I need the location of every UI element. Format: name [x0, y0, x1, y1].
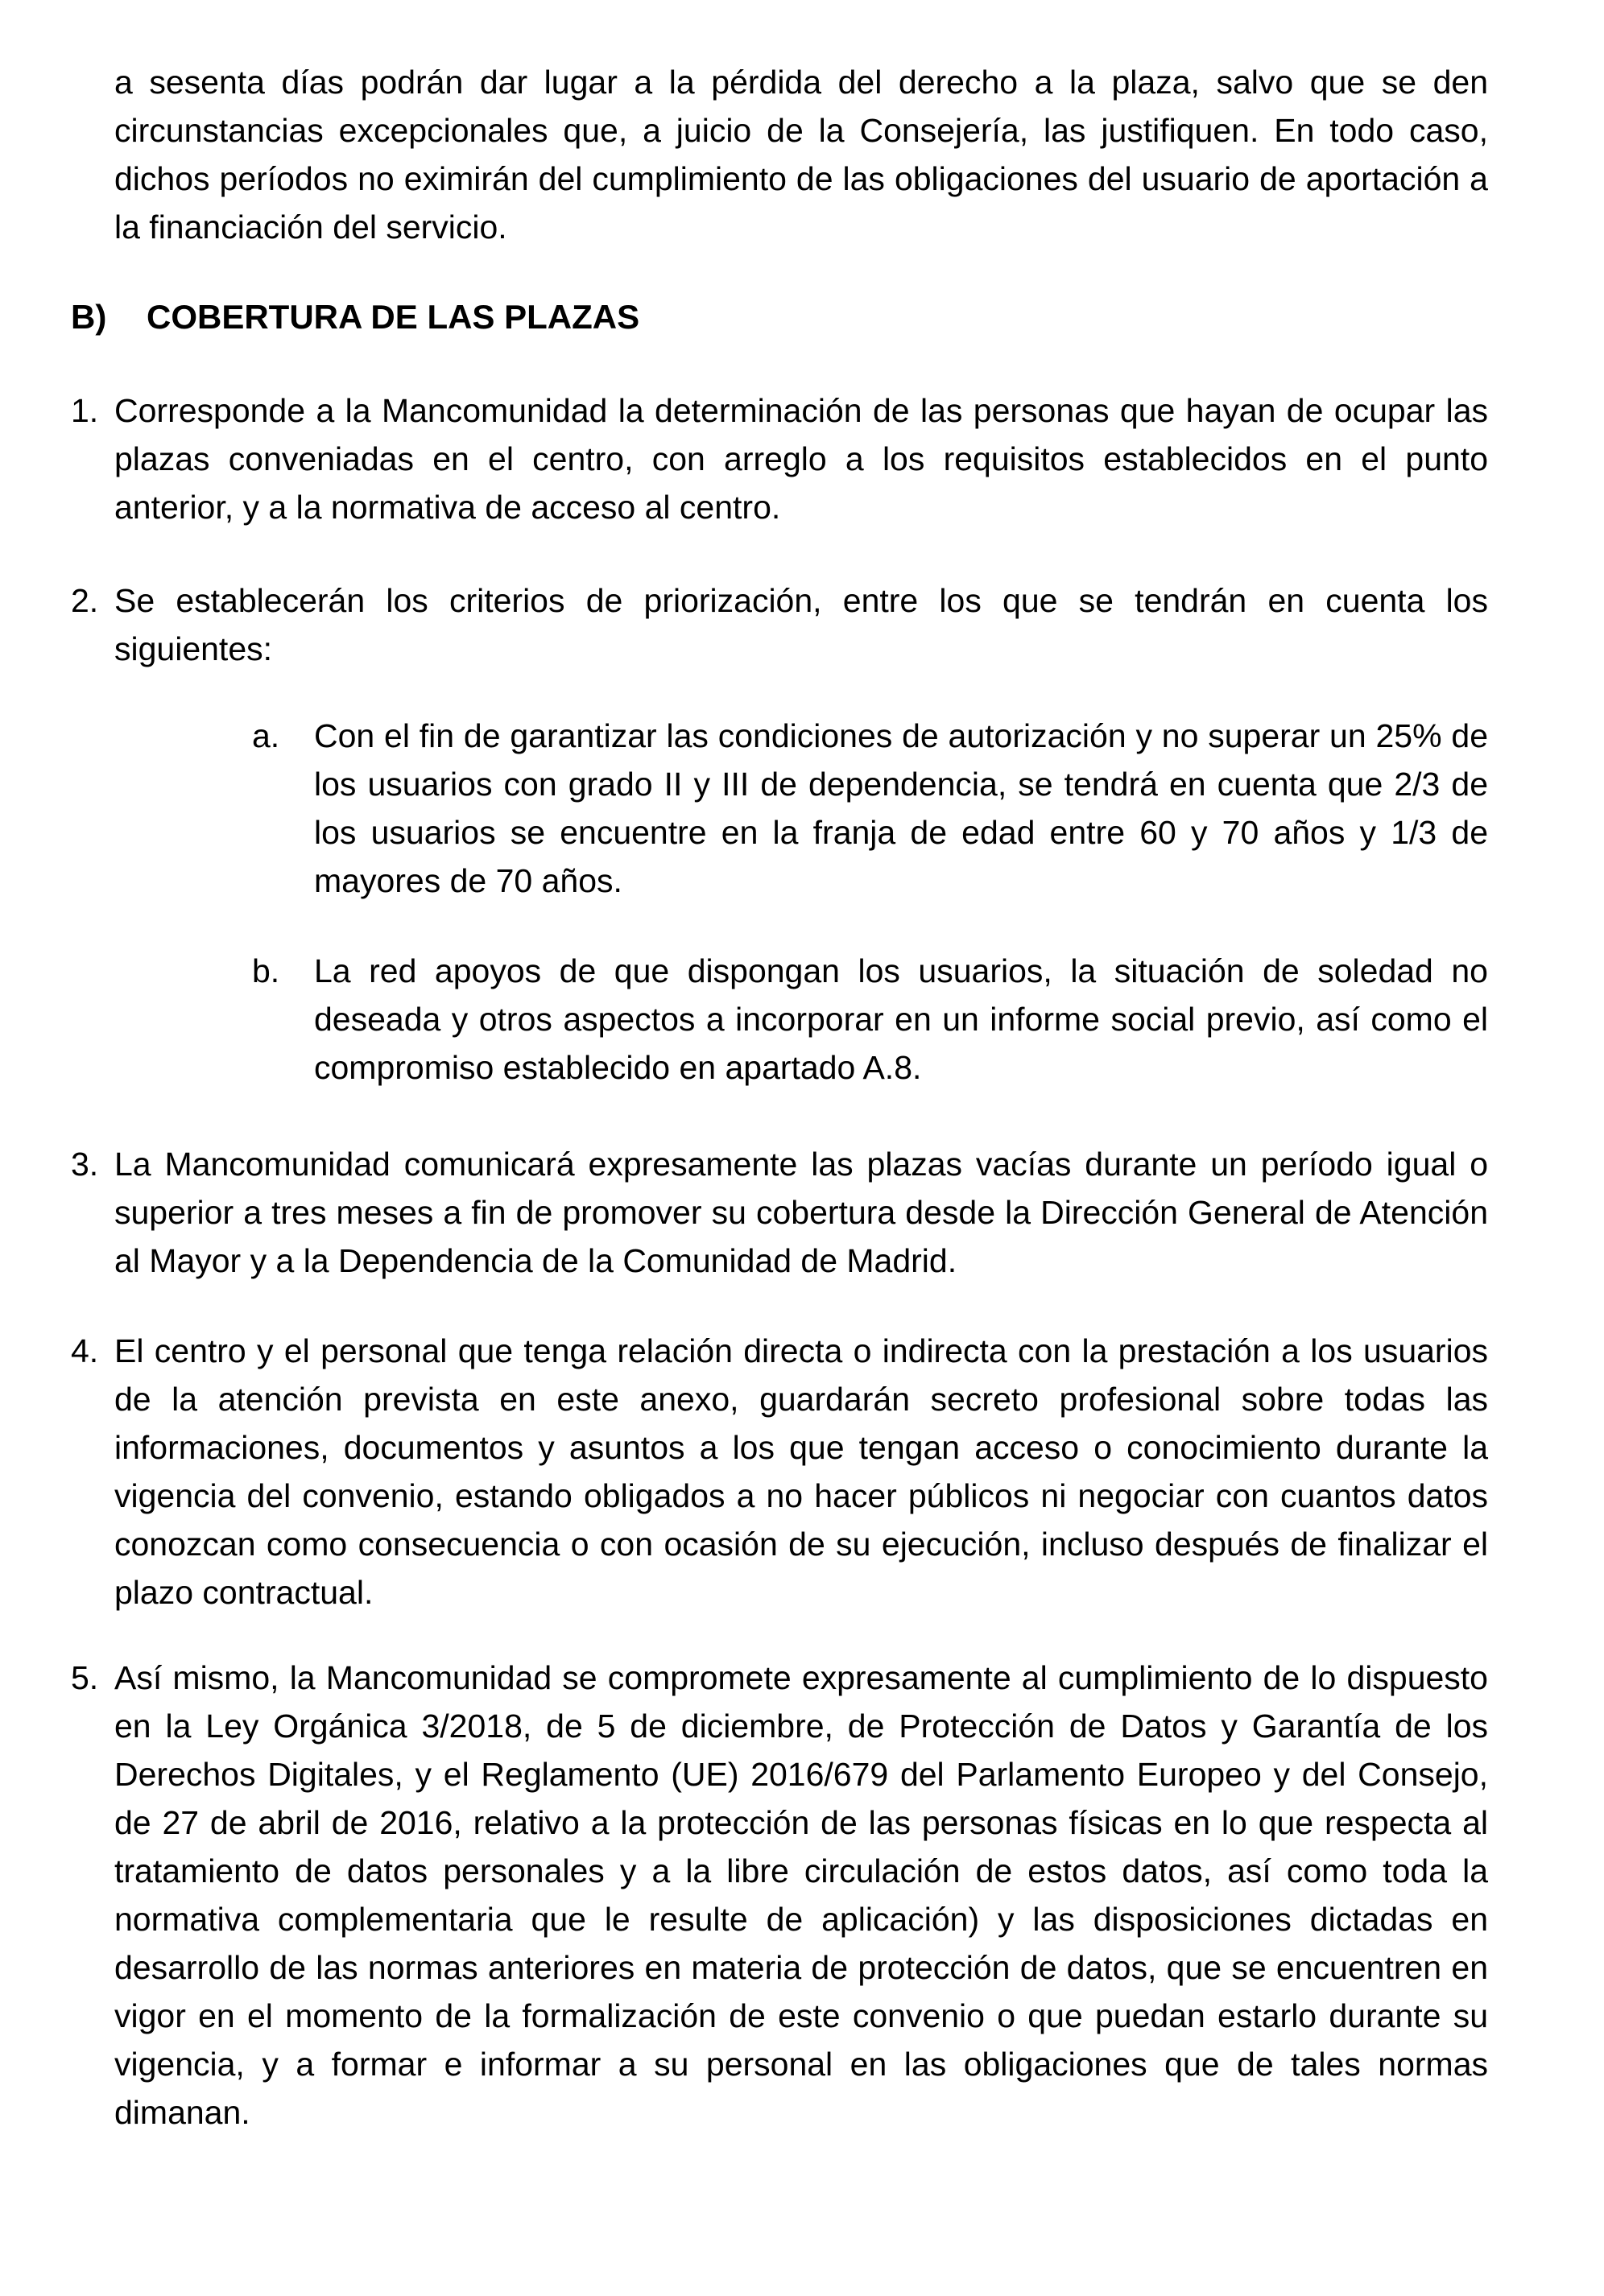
list-item-1-number: 1. [71, 392, 99, 429]
list-item-5 [71, 1654, 1488, 2137]
list-item-5-text: Así mismo, la Mancomunidad se compromete expresamente al cumplimiento de lo dispuesto en la Ley Orgánica 3/2018, de 5 de diciembre, de Protección de Datos y Garantía de los Derechos Digitales, y el Reglamento (UE) 2016/679 del Parlamento Europeo y del Consejo, de 27 de abril de 2016, relativo a la protección de las personas físicas en lo que respecta al tratamiento de datos personales y a la libre circulación de estos datos, así como toda la normativa complementaria que le resulte de aplicación) y las disposiciones dictadas en desarrollo de las normas anteriores en materia de protección de datos, que se encuentren en vigor en el momento de la formalización de este convenio o que puedan estarlo durante su vigencia, y a formar e informar a su personal en las obligaciones que de tales normas dimanan. [114, 1659, 1488, 2131]
list-item-5-number: 5. [71, 1659, 99, 1696]
list-item-2-number: 2. [71, 582, 99, 619]
list-item-4-text: El centro y el personal que tenga relación directa o indirecta con la prestación a los usuarios de la atención prevista en este anexo, guardarán secreto profesional sobre todas las informaciones, documentos y asuntos a los que tengan acceso o conocimiento durante la vigencia del convenio, estando obligados a no hacer públicos ni negociar con cuantos datos conozcan como consecuencia o con ocasión de su ejecución, incluso después de finalizar el plazo contractual. [114, 1332, 1488, 1611]
list-item-2-text: Se establecerán los criterios de priorización, entre los que se tendrán en cuenta los siguientes: [114, 582, 1488, 667]
list-item-3 [71, 1140, 1488, 1285]
list-item-3-number: 3. [71, 1146, 99, 1183]
list-item-4 [71, 1327, 1488, 1617]
sub-item-a-letter: a. [252, 717, 280, 754]
list-item-4-number: 4. [71, 1332, 99, 1369]
sub-item-b [252, 947, 1488, 1092]
list-item-2 [71, 576, 1488, 1092]
list-item-1-text: Corresponde a la Mancomunidad la determinación de las personas que hayan de ocupar las plazas conveniadas en el centro, con arreglo a los requisitos establecidos en el punto anterior, y a la normativa de acceso al centro. [114, 392, 1488, 526]
list-item-2-body [114, 576, 1488, 1092]
section-heading [71, 293, 1488, 341]
page-content [71, 58, 1488, 2137]
intro-paragraph: a sesenta días podrán dar lugar a la pérdida del derecho a la plaza, salvo que se den circunstancias excepcionales que, a juicio de la Consejería, las justifiquen. En todo caso, dichos períodos no eximirán del cumplimiento de las obligaciones del usuario de aportación a la financiación del servicio. [114, 64, 1488, 246]
list-item-1 [71, 386, 1488, 531]
list-item-3-text: La Mancomunidad comunicará expresamente las plazas vacías durante un período igual o superior a tres meses a fin de promover su cobertura desde la Dirección General de Atención al Mayor y a la Dependencia de la Comunidad de Madrid. [114, 1146, 1488, 1279]
section-heading-label: B) [71, 298, 107, 336]
sub-item-b-letter: b. [252, 952, 280, 989]
sub-item-b-text: La red apoyos de que dispongan los usuarios, la situación de soledad no deseada y otros aspectos a incorporar en un informe social previo, así como el compromiso establecido en apartado A.8. [314, 952, 1488, 1086]
section-heading-title: COBERTURA DE LAS PLAZAS [147, 298, 640, 336]
sub-item-a-text: Con el fin de garantizar las condiciones de autorización y no superar un 25% de los usuarios con grado II y III de dependencia, se tendrá en cuenta que 2/3 de los usuarios se encuentre en la franja de edad entre 60 y 70 años y 1/3 de mayores de 70 años. [314, 717, 1488, 899]
sub-item-a [252, 712, 1488, 905]
